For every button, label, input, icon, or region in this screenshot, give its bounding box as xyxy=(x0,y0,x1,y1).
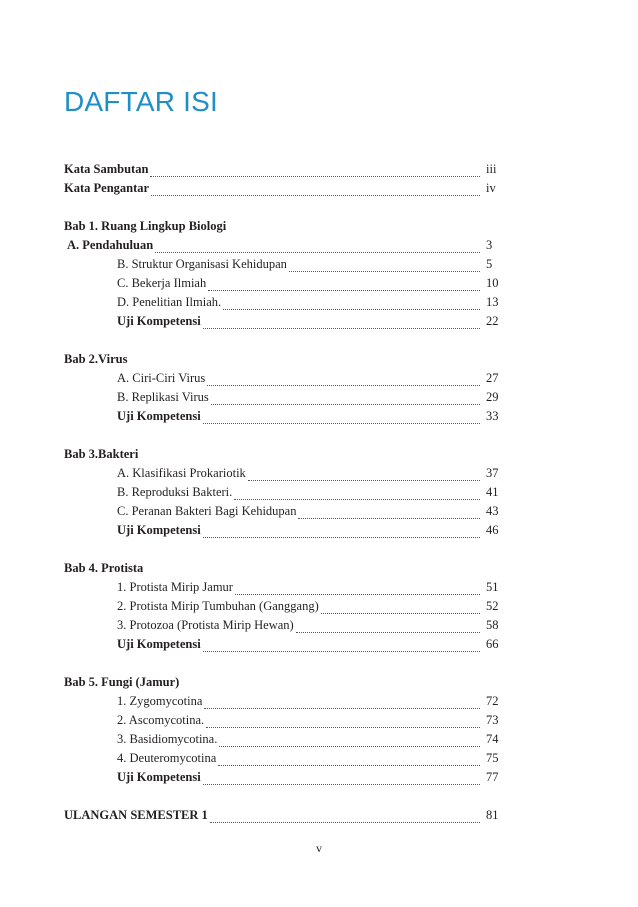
table-of-contents xyxy=(64,160,504,825)
toc-entry xyxy=(64,160,504,179)
toc-entry xyxy=(64,806,504,825)
toc-page-number: 29 xyxy=(486,390,499,404)
toc-entry-label: Uji Kompetensi xyxy=(117,770,201,784)
toc-page-number: 74 xyxy=(486,732,499,746)
toc-entry xyxy=(64,179,504,198)
toc-page-number: 51 xyxy=(486,580,499,594)
toc-entry xyxy=(64,749,504,768)
toc-page-number: 37 xyxy=(486,466,499,480)
toc-page-number: 72 xyxy=(486,694,499,708)
dot-leader xyxy=(219,736,480,747)
dot-leader xyxy=(248,470,480,481)
toc-page-number: 73 xyxy=(486,713,499,727)
dot-leader xyxy=(210,812,480,823)
toc-page-number: 77 xyxy=(486,770,499,784)
toc-entry-label: 2. Protista Mirip Tumbuhan (Ganggang) xyxy=(117,599,319,613)
toc-entry-label: 3. Basidiomycotina. xyxy=(117,732,218,746)
dot-leader xyxy=(207,375,480,386)
toc-entry xyxy=(64,768,504,787)
chapter-title: Bab 2.Virus xyxy=(64,352,128,366)
toc-page-number: 66 xyxy=(486,637,499,651)
chapter-title: Bab 1. Ruang Lingkup Biologi xyxy=(64,219,227,233)
toc-page-number: iii xyxy=(486,162,497,176)
toc-page-number: 75 xyxy=(486,751,499,765)
toc-entry-label: C. Peranan Bakteri Bagi Kehidupan xyxy=(117,504,297,518)
toc-entry xyxy=(64,407,504,426)
dot-leader xyxy=(203,774,480,785)
dot-leader xyxy=(203,413,480,424)
dot-leader xyxy=(289,261,480,272)
toc-entry-label: A. Klasifikasi Prokariotik xyxy=(117,466,246,480)
toc-entry-label: ULANGAN SEMESTER 1 xyxy=(64,808,208,822)
toc-page-number: 33 xyxy=(486,409,499,423)
toc-entry-label: Kata Pengantar xyxy=(64,181,150,195)
toc-page-number: 52 xyxy=(486,599,499,613)
dot-leader xyxy=(155,242,480,253)
toc-entry xyxy=(64,635,504,654)
dot-leader xyxy=(203,318,480,329)
toc-page-number: 81 xyxy=(486,808,499,822)
toc-entry-label: 3. Protozoa (Protista Mirip Hewan) xyxy=(117,618,294,632)
dot-leader xyxy=(203,641,480,652)
dot-leader xyxy=(203,527,480,538)
toc-entry-label: 1. Zygomycotina xyxy=(117,694,203,708)
toc-entry-label: D. Penelitian Ilmiah. xyxy=(117,295,222,309)
toc-page-number: 22 xyxy=(486,314,499,328)
toc-entry-label: Uji Kompetensi xyxy=(117,409,201,423)
toc-entry-label: B. Struktur Organisasi Kehidupan xyxy=(117,257,287,271)
toc-entry xyxy=(64,293,504,312)
toc-page-number: 58 xyxy=(486,618,499,632)
toc-entry xyxy=(64,483,504,502)
toc-page-number: 3 xyxy=(486,238,493,252)
dot-leader xyxy=(321,603,480,614)
page-number: v xyxy=(316,841,322,855)
toc-chapter-heading xyxy=(64,445,504,464)
toc-entry xyxy=(64,274,504,293)
toc-entry xyxy=(64,711,504,730)
dot-leader xyxy=(211,394,480,405)
toc-page-number: 43 xyxy=(486,504,499,518)
toc-entry-label: Kata Sambutan xyxy=(64,162,149,176)
chapter-title: Bab 3.Bakteri xyxy=(64,447,139,461)
toc-chapter-heading xyxy=(64,673,504,692)
toc-entry-label: 4. Deuteromycotina xyxy=(117,751,217,765)
toc-chapter-heading xyxy=(64,217,504,236)
toc-entry-label: 1. Protista Mirip Jamur xyxy=(117,580,233,594)
toc-page-number: 46 xyxy=(486,523,499,537)
toc-entry-label: Uji Kompetensi xyxy=(117,523,201,537)
toc-entry xyxy=(64,692,504,711)
dot-leader xyxy=(234,489,480,500)
toc-page-number: 41 xyxy=(486,485,499,499)
dot-leader xyxy=(151,185,480,196)
dot-leader xyxy=(218,755,480,766)
toc-entry-label: Uji Kompetensi xyxy=(117,637,201,651)
dot-leader xyxy=(208,280,480,291)
toc-entry-label: A. Ciri-Ciri Virus xyxy=(117,371,206,385)
dot-leader xyxy=(223,299,480,310)
dot-leader xyxy=(204,698,480,709)
page-title: DAFTAR ISI xyxy=(64,86,218,117)
toc-entry xyxy=(64,312,504,331)
toc-entry-label: C. Bekerja Ilmiah xyxy=(117,276,207,290)
toc-chapter-heading xyxy=(64,559,504,578)
dot-leader xyxy=(235,584,480,595)
toc-entry xyxy=(64,730,504,749)
toc-entry xyxy=(64,616,504,635)
toc-entry xyxy=(64,388,504,407)
toc-entry-label: B. Replikasi Virus xyxy=(117,390,209,404)
toc-entry xyxy=(64,502,504,521)
chapter-title: Bab 4. Protista xyxy=(64,561,144,575)
toc-entry xyxy=(64,521,504,540)
toc-page-number: iv xyxy=(486,181,496,195)
toc-entry xyxy=(64,464,504,483)
toc-page-number: 5 xyxy=(486,257,493,271)
toc-entry xyxy=(64,578,504,597)
dot-leader xyxy=(150,166,480,177)
dot-leader xyxy=(206,717,480,728)
toc-page-number: 13 xyxy=(486,295,499,309)
chapter-title: Bab 5. Fungi (Jamur) xyxy=(64,675,180,689)
toc-entry-label: Uji Kompetensi xyxy=(117,314,201,328)
toc-page-number: 27 xyxy=(486,371,499,385)
toc-entry-label: B. Reproduksi Bakteri. xyxy=(117,485,233,499)
toc-entry xyxy=(64,597,504,616)
toc-entry-label: A. Pendahuluan xyxy=(67,238,154,252)
dot-leader xyxy=(296,622,480,633)
toc-entry xyxy=(64,236,504,255)
toc-entry-label: 2. Ascomycotina. xyxy=(117,713,205,727)
dot-leader xyxy=(298,508,480,519)
toc-entry xyxy=(64,369,504,388)
toc-entry xyxy=(64,255,504,274)
toc-chapter-heading xyxy=(64,350,504,369)
toc-page-number: 10 xyxy=(486,276,499,290)
